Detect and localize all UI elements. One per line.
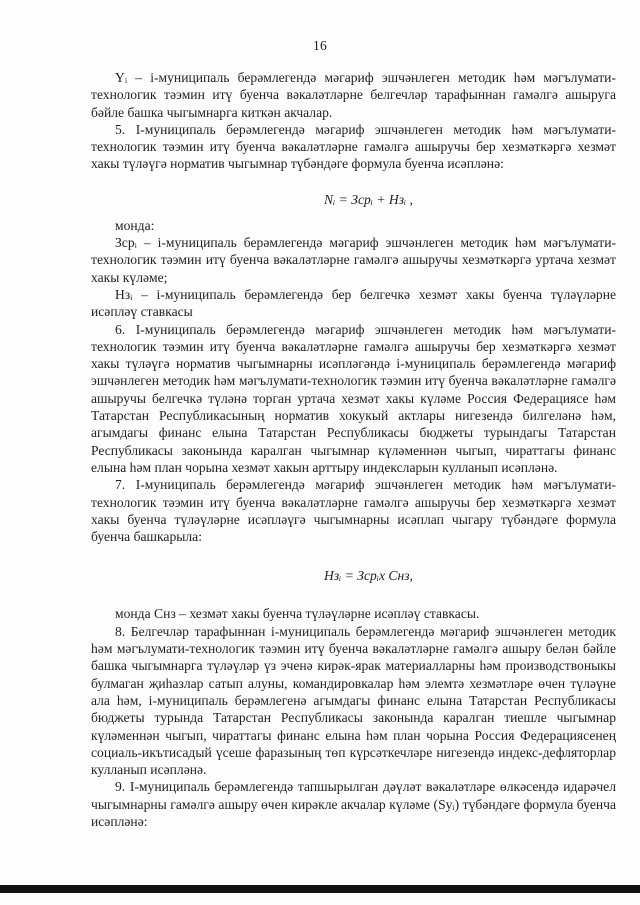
document-body bbox=[91, 69, 616, 830]
page-number: 16 bbox=[313, 38, 327, 53]
paragraph-nz-definition: Нзᵢ – і-муниципаль берәмлегендә бер белгечкә хезмәт хакы буенча түләүләрне исәпләү ставкасы bbox=[91, 286, 616, 320]
paragraph-zsr-definition: Зсрᵢ – і-муниципаль берәмлегендә мәгариф эшчәнлеген методик һәм мәгълумати-технологик тәэмин итү буенча вәкаләтләрне гамәлгә ашыручы хезмәткәргә уртача хезмәт хакы күләме; bbox=[91, 235, 616, 285]
paragraph-item-6: 6. І-муниципаль берәмлегендә мәгариф эшчәнлеген методик һәм мәгълумати-технологик тәэмин итү буенча вәкаләтләрне гамәлгә ашыручы бер хезмәткәргә хезмәт хакы түләүгә норматив чыгымнарны исәпләгәндә і-муниципаль берәмлегендә мәгариф эшчәнлеген методик һәм мәгълумати-технологик тәэмин итү буенча вәкаләтләрне гамәлгә ашыручы белгечкә түләнә торган уртача хезмәт хакы күләме Россия Федерациясе һәм Татарстан Республикасының норматив хокукый актлары нигезендә билгеләнә һәм, агымдагы финанс елына Татарстан Республикасы бюджеты турындагы Татарстан Республикасы законында каралган чыгымнар күләменнән чыгып, чираттагы финанс елына һәм план чорына хезмәт хакын арттыру индексларын кулланып исәпләнә. bbox=[91, 321, 616, 475]
formula-ni: Nᵢ = Зсрᵢ + Нзᵢ , bbox=[324, 191, 413, 207]
paragraph-item-5: 5. І-муниципаль берәмлегендә мәгариф эшчәнлеген методик һәм мәгълумати-технологик тәэмин итү буенча вәкаләтләрне гамәлгә ашыручы бер хезмәткәргә хезмәт хакы түләүгә норматив чыгымнар түбәндәге формула буенча исәпләнә: bbox=[91, 121, 616, 172]
paragraph-item-7: 7. І-муниципаль берәмлегендә мәгариф эшчәнлеген методик һәм мәгълумати-технологик тәэмин итү буенча вәкаләтләрне гамәлгә ашыручы бер хезмәткәргә хезмәт хакы буенча түләүләрне исәпләүгә чыгымнарны исәплап чыгару түбәндәге формула буенча башкарыла: bbox=[91, 477, 616, 545]
paragraph-item-8: 8. Белгечләр тарафыннан і-муниципаль берәмлегендә мәгариф эшчәнлеген методик һәм мәгълумати-технологик тәэмин итү буенча вәкаләтләрне гамәлгә ашыру белән бәйле башка чыгымнарга түләүләр үз эченә кирәк-ярак материалларны һәм производствоныкы булмаган җиһазлар сатып алуны, командировкалар һәм элемтә хезмәтләре өчен түләүне ала һәм, і-муниципаль берәмлегенә агымдагы финанс елына Татарстан Республикасы бюджеты турында Татарстан Республикасы законында каралган тиешле чыгымнар күләменнән чыгып, чираттагы финанс елына һәм план чорына Россия Федерациясенең социаль-икътисадый үсеше фаразының төп күрсәткечләре нигезендә индекс-дефляторлар кулланып исәпләнә. bbox=[91, 623, 616, 778]
paragraph-yi-definition: Yᵢ – і-муниципаль берәмлегендә мәгариф эшчәнлеген методик һәм мәгълумати-технологик тәэмин итү буенча вәкаләтләрне белгечләр тарафыннан гамәлгә ашыруга бәйле башка чыгымнарга киткән акчалар. bbox=[91, 70, 616, 120]
paragraph-snz-definition: монда Снз – хезмәт хакы буенча түләүләрне исәпләү ставкасы. bbox=[115, 606, 480, 622]
paragraph-item-9: 9. І-муниципаль берәмлегендә тапшырылган дәүләт вәкаләтләре өлкәсендә идарәчел чыгымнарны гамәлгә ашыру өчен кирәкле акчалар күләме (Syᵢ) түбәндәге формула буенча исәпләнә: bbox=[91, 779, 616, 829]
paragraph-where-label: монда: bbox=[115, 217, 155, 233]
scan-bottom-border bbox=[0, 885, 640, 893]
formula-nz: Нзᵢ = Зсрᵢx Снз, bbox=[324, 568, 413, 584]
